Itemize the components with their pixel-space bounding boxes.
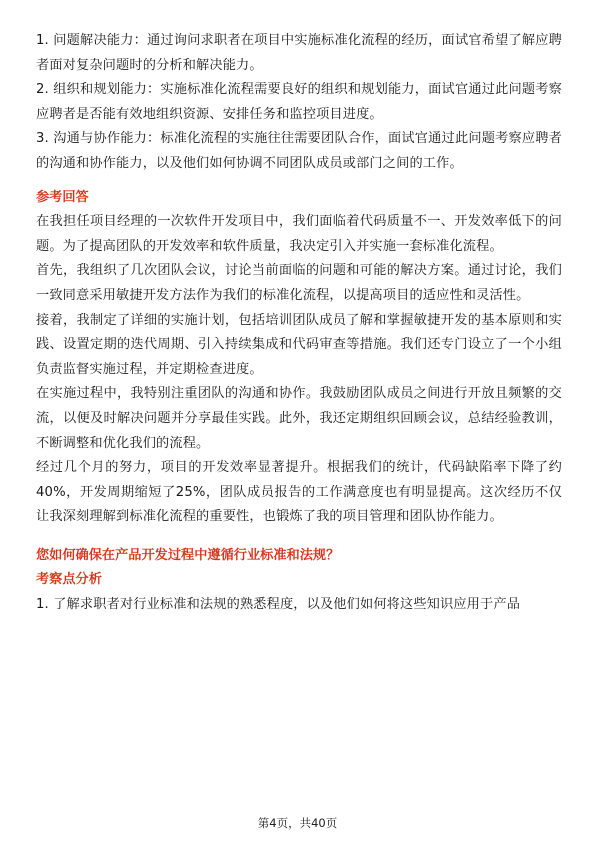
answer-paragraph-1: 在我担任项目经理的一次软件开发项目中，我们面临着代码质量不一、开发效率低下的问题。为了提高团队的开发效率和软件质量，我决定引入并实施一套标准化流程。	[36, 214, 562, 254]
analysis-heading: 考察点分析	[36, 572, 102, 588]
question-heading: 您如何确保在产品开发过程中遵循行业标准和法规？	[36, 547, 340, 563]
answer-paragraph-2: 首先，我组织了几次团队会议，讨论当前面临的问题和可能的解决方案。通过讨论，我们一致同意采用敏捷开发方法作为我们的标准化流程，以提高项目的适应性和灵活性。	[36, 263, 562, 303]
analysis-item-1: 1. 问题解决能力：通过询问求职者在项目中实施标准化流程的经历，面试官希望了解应聘者面对复杂问题时的分析和解决能力。	[36, 33, 562, 73]
next-analysis-item-1: 1. 了解求职者对行业标准和法规的熟悉程度，以及他们如何将这些知识应用于产品	[36, 597, 521, 613]
page-footer: 第4页，共40页	[257, 816, 338, 830]
answer-paragraph-3: 接着，我制定了详细的实施计划，包括培训团队成员了解和掌握敏捷开发的基本原则和实践、设置定期的迭代周期、引入持续集成和代码审查等措施。我们还专门设立了一个小组负责监督实施过程，并定期检查进度。	[36, 312, 562, 377]
analysis-item-3: 3. 沟通与协作能力：标准化流程的实施往往需要团队合作，面试官通过此问题考察应聘者的沟通和协作能力，以及他们如何协调不同团队成员或部门之间的工作。	[36, 131, 562, 171]
answer-paragraph-4: 在实施过程中，我特别注重团队的沟通和协作。我鼓励团队成员之间进行开放且频繁的交流，以便及时解决问题并分享最佳实践。此外，我还定期组织回顾会议，总结经验教训，不断调整和优化我们的流程。	[36, 386, 562, 451]
analysis-item-2: 2. 组织和规划能力：实施标准化流程需要良好的组织和规划能力，面试官通过此问题考察应聘者是否能有效地组织资源、安排任务和监控项目进度。	[36, 82, 562, 122]
reference-answer-heading: 参考回答	[36, 189, 89, 205]
page-content	[36, 29, 562, 618]
answer-paragraph-5: 经过几个月的努力，项目的开发效率显著提升。根据我们的统计，代码缺陷率下降了约40%，开发周期缩短了25%，团队成员报告的工作满意度也有明显提高。这次经历不仅让我深刻理解到标准化流程的重要性，也锻炼了我的项目管理和团队协作能力。	[36, 460, 562, 525]
